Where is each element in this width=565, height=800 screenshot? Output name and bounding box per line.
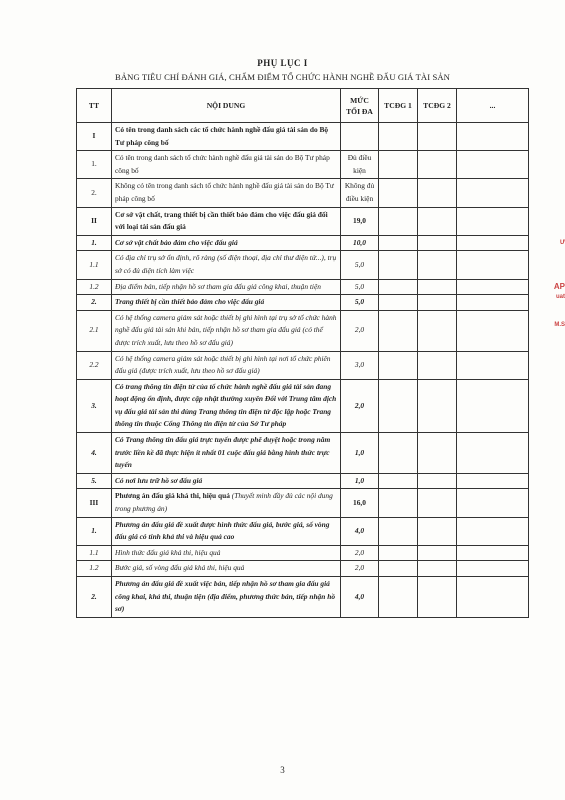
- stamp-mark: Ư: [560, 240, 565, 246]
- table-row: [77, 279, 529, 295]
- row-tcdg2: [418, 235, 457, 251]
- table-header-row: [77, 89, 529, 123]
- row-content: Cơ sở vật chất, trang thiết bị cần thiết bảo đảm cho việc đấu giá đối với loại tài sản đấu giá: [112, 207, 341, 235]
- row-more: [457, 179, 529, 207]
- row-tcdg2: [418, 489, 457, 517]
- row-more: [457, 433, 529, 474]
- row-more: [457, 279, 529, 295]
- row-content: Có tên trong danh sách các tổ chức hành nghề đấu giá tài sản do Bộ Tư pháp công bố: [112, 123, 341, 151]
- row-tcdg2: [418, 279, 457, 295]
- row-more: [457, 207, 529, 235]
- row-tcdg1: [379, 235, 418, 251]
- row-tcdg1: [379, 545, 418, 561]
- row-tcdg2: [418, 151, 457, 179]
- row-more: [457, 351, 529, 379]
- row-tcdg2: [418, 473, 457, 489]
- row-tt: 1.1: [77, 251, 112, 279]
- row-score: [341, 123, 379, 151]
- row-tcdg2: [418, 545, 457, 561]
- row-content: [112, 489, 341, 517]
- row-score: 5,0: [341, 251, 379, 279]
- table-row: [77, 251, 529, 279]
- row-tt: 1.2: [77, 279, 112, 295]
- row-score: 3,0: [341, 351, 379, 379]
- row-more: [457, 517, 529, 545]
- row-content-main: Phương án đấu giá khả thi, hiệu quả: [115, 491, 230, 501]
- row-tcdg2: [418, 433, 457, 474]
- row-tcdg2: [418, 251, 457, 279]
- row-tcdg2: [418, 517, 457, 545]
- row-tcdg2: [418, 577, 457, 618]
- row-more: [457, 123, 529, 151]
- row-tt: 1.: [77, 235, 112, 251]
- table-row: [77, 295, 529, 311]
- row-content: Có tên trong danh sách tổ chức hành nghề đấu giá tài sản do Bộ Tư pháp công bố: [112, 151, 341, 179]
- row-score: 16,0: [341, 489, 379, 517]
- stamp-mark: uat: [556, 294, 565, 300]
- row-tt: I: [77, 123, 112, 151]
- row-tcdg1: [379, 561, 418, 577]
- row-content: Địa điểm bán, tiếp nhận hồ sơ tham gia đấu giá công khai, thuận tiện: [112, 279, 341, 295]
- row-more: [457, 545, 529, 561]
- row-score: 1,0: [341, 433, 379, 474]
- row-tt: 1.2: [77, 561, 112, 577]
- row-tt: 2.1: [77, 310, 112, 351]
- row-tt: 5.: [77, 473, 112, 489]
- row-score: 19,0: [341, 207, 379, 235]
- row-tcdg1: [379, 577, 418, 618]
- row-tcdg1: [379, 379, 418, 432]
- row-tt: 2.: [77, 179, 112, 207]
- row-tt: 2.2: [77, 351, 112, 379]
- row-tcdg1: [379, 251, 418, 279]
- row-more: [457, 489, 529, 517]
- row-score: 10,0: [341, 235, 379, 251]
- header-content: NỘI DUNG: [112, 89, 341, 123]
- row-score: 2,0: [341, 545, 379, 561]
- row-content: Trang thiết bị cần thiết bảo đảm cho việc đấu giá: [112, 295, 341, 311]
- row-more: [457, 151, 529, 179]
- row-tt: 2.: [77, 577, 112, 618]
- row-tcdg1: [379, 489, 418, 517]
- row-score: 5,0: [341, 295, 379, 311]
- row-content: Có Trang thông tin đấu giá trực tuyến được phê duyệt hoặc trong năm trước liền kề đã thực hiện ít nhất 01 cuộc đấu giá bằng hình thức trực tuyến: [112, 433, 341, 474]
- row-score: 2,0: [341, 561, 379, 577]
- row-tt: 1.1: [77, 545, 112, 561]
- table-row: [77, 379, 529, 432]
- row-content: Hình thức đấu giá khả thi, hiệu quả: [112, 545, 341, 561]
- row-tt: 1.: [77, 517, 112, 545]
- header-max-score: MỨC TỐI ĐA: [341, 89, 379, 123]
- page-number: 3: [280, 765, 285, 775]
- row-content: Cơ sở vật chất bảo đảm cho việc đấu giá: [112, 235, 341, 251]
- row-more: [457, 577, 529, 618]
- row-content: Có trang thông tin điện tử của tổ chức hành nghề đấu giá tài sản đang hoạt động ổn định, được cập nhật thường xuyên Đối với Trung tâm dịch vụ đấu giá tài sản thì dùng Trang thông tin điện tử độc lập hoặc Trang thông tin thuộc Cổng Thông tin điện tử của Sở Tư pháp: [112, 379, 341, 432]
- table-row: [77, 517, 529, 545]
- row-content-note: (Thuyết minh đầy đủ các nội dung trong phương án): [115, 491, 333, 514]
- row-content: Bước giá, số vòng đấu giá khả thi, hiệu quả: [112, 561, 341, 577]
- row-more: [457, 310, 529, 351]
- row-score: 2,0: [341, 379, 379, 432]
- header-tcdg2: TCĐG 2: [418, 89, 457, 123]
- table-row: [77, 351, 529, 379]
- row-tcdg2: [418, 123, 457, 151]
- header-more: ...: [457, 89, 529, 123]
- row-tcdg1: [379, 517, 418, 545]
- table-row: [77, 577, 529, 618]
- row-tcdg1: [379, 351, 418, 379]
- row-more: [457, 295, 529, 311]
- row-content: Phương án đấu giá đề xuất việc bán, tiếp nhận hồ sơ tham gia đấu giá công khai, khả thi, thuận tiện (địa điểm, phương thức bán, tiếp nhận hồ sơ): [112, 577, 341, 618]
- row-tt: 2.: [77, 295, 112, 311]
- row-score: Không đủ điều kiện: [341, 179, 379, 207]
- row-more: [457, 379, 529, 432]
- row-tcdg1: [379, 279, 418, 295]
- row-more: [457, 473, 529, 489]
- row-tcdg1: [379, 207, 418, 235]
- row-tcdg2: [418, 310, 457, 351]
- header-tcdg1: TCĐG 1: [379, 89, 418, 123]
- table-row: [77, 310, 529, 351]
- row-content: Có nơi lưu trữ hồ sơ đấu giá: [112, 473, 341, 489]
- table-row: [77, 123, 529, 151]
- row-tcdg1: [379, 310, 418, 351]
- table-row: [77, 433, 529, 474]
- row-score: 5,0: [341, 279, 379, 295]
- table-row: [77, 235, 529, 251]
- row-tcdg1: [379, 179, 418, 207]
- appendix-heading: PHỤ LỤC I: [257, 58, 308, 68]
- row-score: 2,0: [341, 310, 379, 351]
- row-score: 4,0: [341, 517, 379, 545]
- table-row: [77, 207, 529, 235]
- row-tcdg2: [418, 295, 457, 311]
- stamp-mark: AP: [553, 282, 565, 291]
- row-tt: II: [77, 207, 112, 235]
- table-row: [77, 561, 529, 577]
- row-tcdg2: [418, 561, 457, 577]
- criteria-table: [76, 88, 529, 618]
- row-tcdg2: [418, 351, 457, 379]
- document-title: BẢNG TIÊU CHÍ ĐÁNH GIÁ, CHẤM ĐIỂM TỔ CHỨC HÀNH NGHỀ ĐẤU GIÁ TÀI SẢN: [115, 72, 450, 82]
- row-tcdg2: [418, 207, 457, 235]
- row-content: Không có tên trong danh sách tổ chức hành nghề đấu giá tài sản do Bộ Tư pháp công bố: [112, 179, 341, 207]
- row-score: Đủ điều kiện: [341, 151, 379, 179]
- row-tcdg2: [418, 179, 457, 207]
- stamp-mark: M.S: [554, 322, 565, 328]
- row-more: [457, 235, 529, 251]
- row-content: Có hệ thống camera giám sát hoặc thiết bị ghi hình tại trụ sở tổ chức hành nghề đấu giá tài sản khi bán, tiếp nhận hồ sơ tham gia đấu giá (có thể được trích xuất, lưu theo hồ sơ đấu giá): [112, 310, 341, 351]
- row-more: [457, 251, 529, 279]
- row-score: 4,0: [341, 577, 379, 618]
- row-tcdg2: [418, 379, 457, 432]
- row-score: 1,0: [341, 473, 379, 489]
- table-row: [77, 151, 529, 179]
- row-tt: 1.: [77, 151, 112, 179]
- row-tcdg1: [379, 151, 418, 179]
- row-tcdg1: [379, 123, 418, 151]
- table-row: [77, 473, 529, 489]
- row-tt: III: [77, 489, 112, 517]
- row-tt: 3.: [77, 379, 112, 432]
- header-tt: TT: [77, 89, 112, 123]
- row-tcdg1: [379, 433, 418, 474]
- table-row: [77, 179, 529, 207]
- row-content: Có địa chỉ trụ sở ổn định, rõ ràng (số điện thoại, địa chỉ thư điện tử...), trụ sở có đủ diện tích làm việc: [112, 251, 341, 279]
- row-tcdg1: [379, 295, 418, 311]
- row-content: Có hệ thống camera giám sát hoặc thiết bị ghi hình tại nơi tổ chức phiên đấu giá (được trích xuất, lưu theo hồ sơ đấu giá): [112, 351, 341, 379]
- row-tt: 4.: [77, 433, 112, 474]
- row-tcdg1: [379, 473, 418, 489]
- row-more: [457, 561, 529, 577]
- table-row: [77, 545, 529, 561]
- row-content: Phương án đấu giá đề xuất được hình thức đấu giá, bước giá, số vòng đấu giá có tính khả thi và hiệu quả cao: [112, 517, 341, 545]
- table-row: [77, 489, 529, 517]
